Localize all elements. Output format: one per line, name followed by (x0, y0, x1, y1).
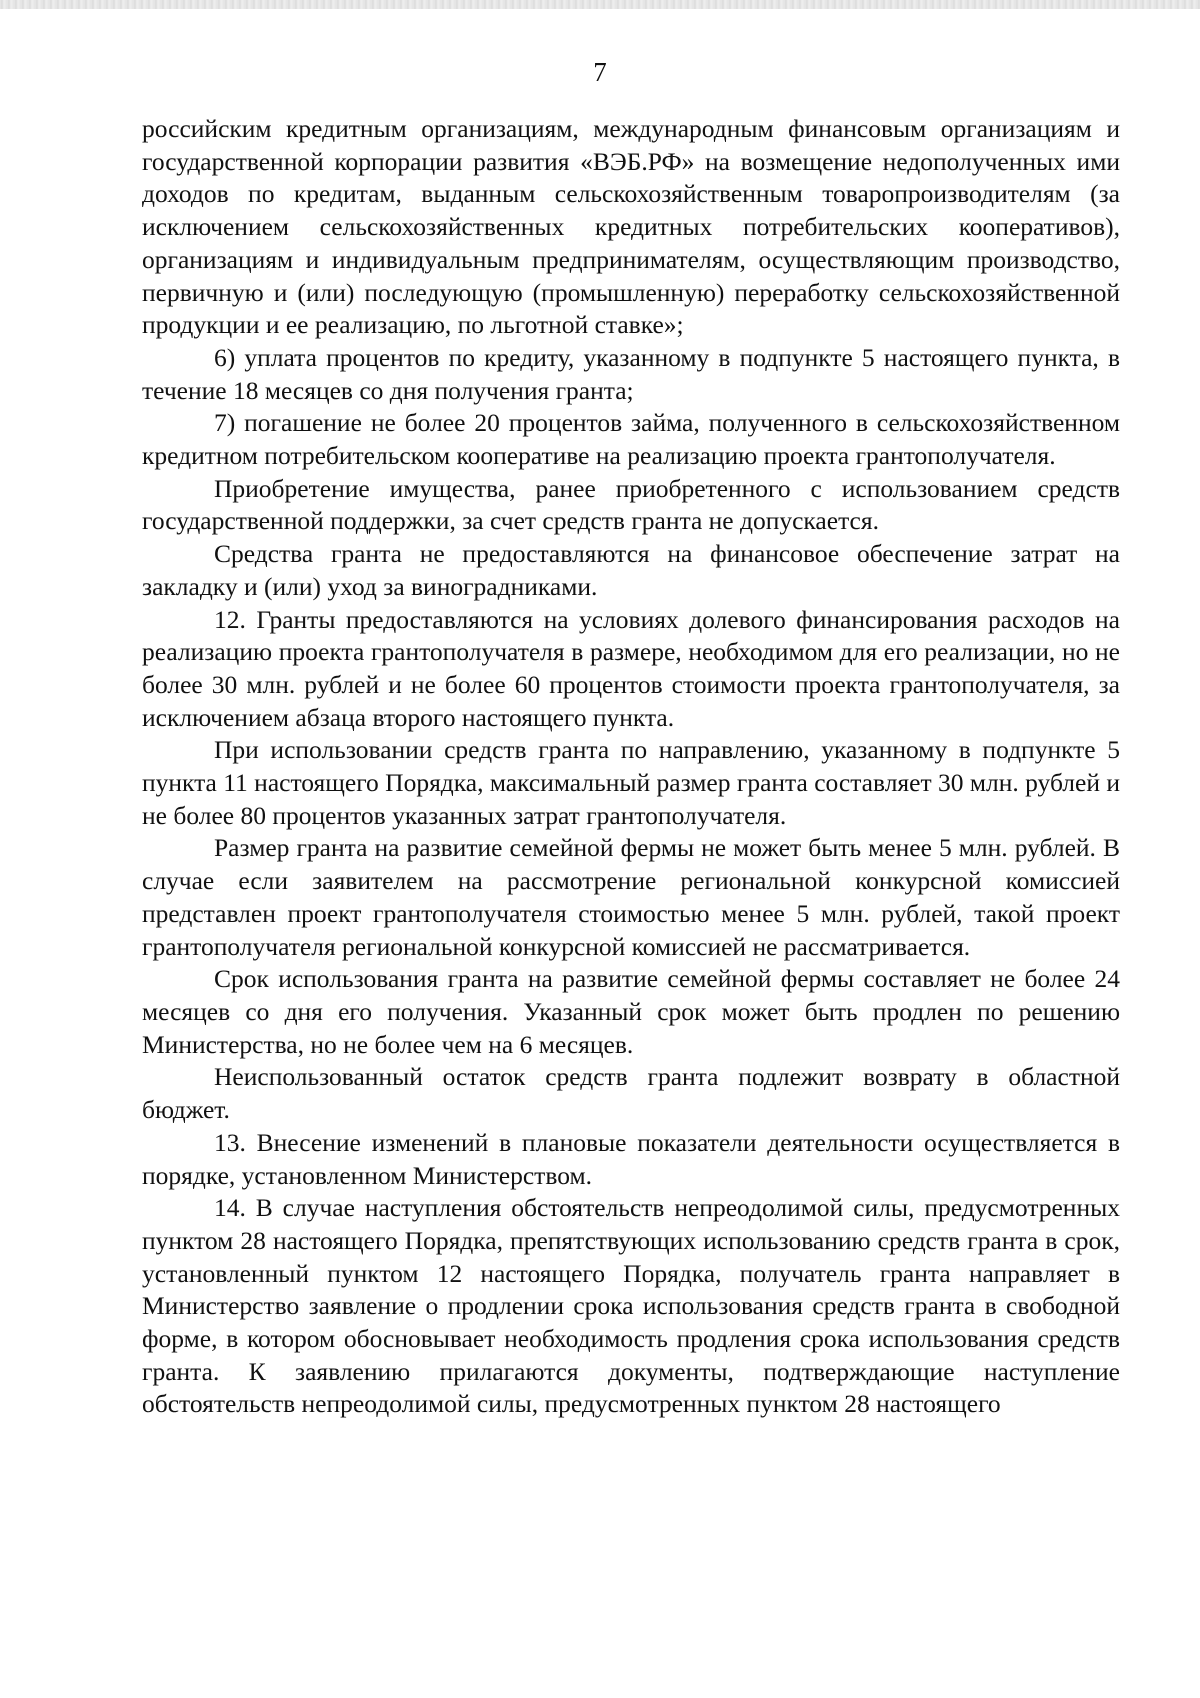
scan-edge-artifact (0, 0, 1200, 9)
paragraph-subitem-6: 6) уплата процентов по кредиту, указанному в подпункте 5 настоящего пункта, в течение 18 месяцев со дня получения гранта; (142, 342, 1120, 405)
paragraph-continuation: российским кредитным организациям, международным финансовым организациям и государственной корпорации развития «ВЭБ.РФ» на возмещение недополученных ими доходов по кредитам, выданным сельскохозяйственным товаропроизводителям (за исключением сельскохозяйственных кредитных потребительских кооперативов), организациям и индивидуальным предпринимателям, осуществляющим производство, первичную и (или) последующую (промышленную) переработку сельскохозяйственной продукции и ее реализацию, по льготной ставке»; (142, 114, 1120, 340)
paragraph-clause-13: 13. Внесение изменений в плановые показатели деятельности осуществляется в порядке, установленном Министерством. (142, 1127, 1120, 1190)
paragraph-clause-14: 14. В случае наступления обстоятельств непреодолимой силы, предусмотренных пунктом 28 настоящего Порядка, препятствующих использованию средств гранта в срок, установленный пунктом 12 настоящего Порядка, получатель гранта направляет в Министерство заявление о продлении срока использования средств гранта в свободной форме, в котором обосновывает необходимость продления срока использования средств гранта. К заявлению прилагаются документы, подтверждающие наступление обстоятельств непреодолимой силы, предусмотренных пунктом 28 настоящего (142, 1193, 1120, 1419)
paragraph-family-farm-term: Срок использования гранта на развитие семейной фермы составляет не более 24 месяцев со дня его получения. Указанный срок может быть продлен по решению Министерства, но не более чем на 6 месяцев. (142, 964, 1120, 1059)
paragraph-family-farm-size: Размер гранта на развитие семейной фермы не может быть менее 5 млн. рублей. В случае если заявителем на рассмотрение региональной конкурсной комиссией представлен проект грантополучателя стоимостью менее 5 млн. рублей, такой проект грантополучателя региональной конкурсной комиссией не рассматривается. (142, 833, 1120, 961)
paragraph-subitem-7: 7) погашение не более 20 процентов займа, полученного в сельскохозяйственном кредитном потребительском кооперативе на реализацию проекта грантополучателя. (142, 408, 1120, 471)
paragraph-vineyard-restriction: Средства гранта не предоставляются на финансовое обеспечение затрат на закладку и (или) уход за виноградниками. (142, 539, 1120, 601)
document-body (142, 113, 1120, 1421)
paragraph-max-grant: При использовании средств гранта по направлению, указанному в подпункте 5 пункта 11 настоящего Порядка, максимальный размер гранта составляет 30 млн. рублей и не более 80 процентов указанных затрат грантополучателя. (142, 735, 1120, 830)
page-number: 7 (593, 57, 607, 87)
paragraph-unused-balance: Неиспользованный остаток средств гранта подлежит возврату в областной бюджет. (142, 1062, 1120, 1125)
paragraph-clause-12: 12. Гранты предоставляются на условиях долевого финансирования расходов на реализацию проекта грантополучателя в размере, необходимом для его реализации, но не более 30 млн. рублей и не более 60 процентов стоимости проекта грантополучателя, за исключением абзаца второго настоящего пункта. (142, 604, 1120, 732)
paragraph-property-restriction: Приобретение имущества, ранее приобретенного с использованием средств государственной поддержки, за счет средств гранта не допускается. (142, 473, 1120, 536)
